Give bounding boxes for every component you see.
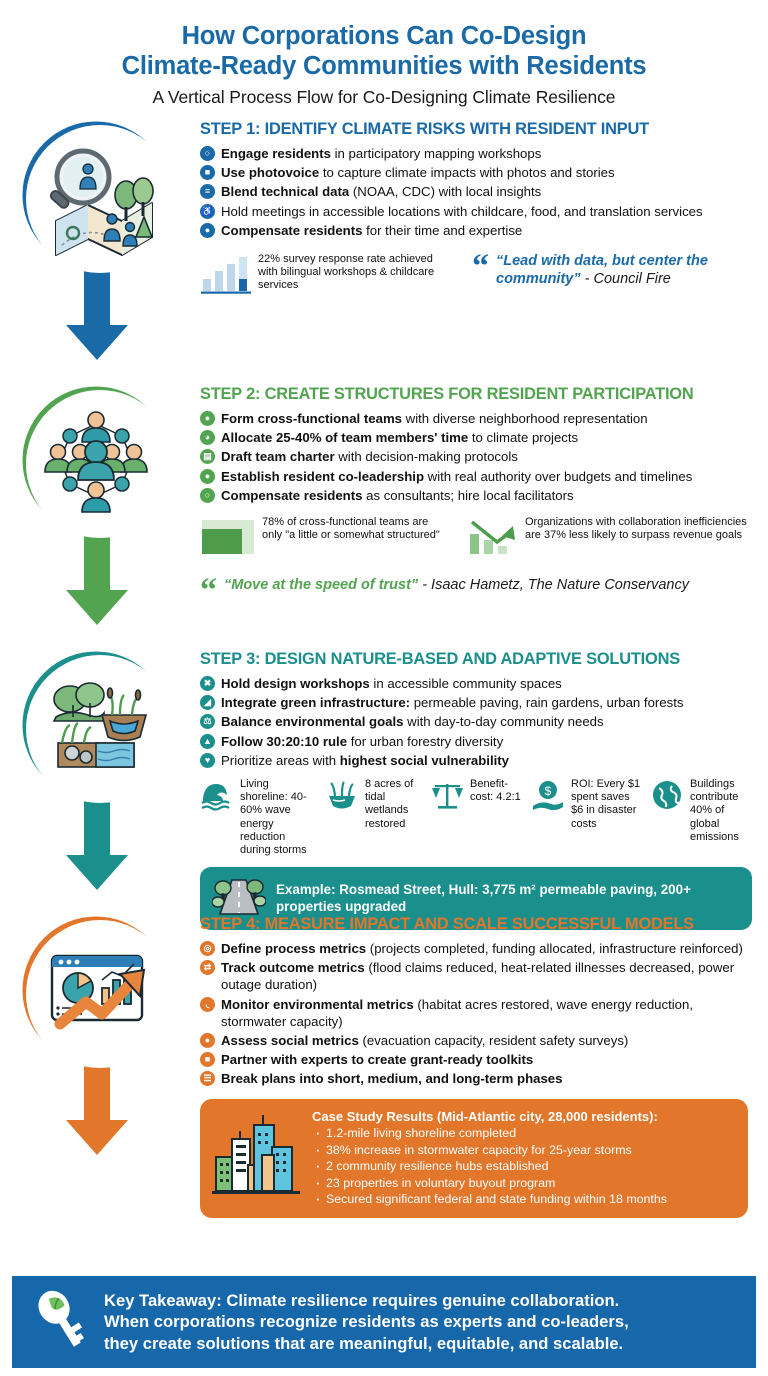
list-item: · 1.2-mile living shoreline completed	[326, 1125, 734, 1142]
bullet-bold: Partner with experts to create grant-ready toolkits	[221, 1052, 534, 1068]
step-2-quote	[200, 571, 752, 609]
key-takeaway-text	[104, 1290, 629, 1354]
bullet-bold: Engage residents	[221, 146, 331, 162]
stat-item	[200, 516, 445, 563]
title-line-1: How Corporations Can Co-Design	[181, 22, 587, 50]
scales-icon	[430, 778, 464, 817]
step-3-stats-row	[200, 778, 752, 857]
list-item	[200, 1070, 752, 1087]
list-item	[200, 429, 752, 446]
case-study-heading: Case Study Results (Mid-Atlantic city, 28,000 residents):	[312, 1109, 658, 1125]
bullet-text: (habitat acres restored, wave energy reduction, stormwater capacity)	[221, 996, 694, 1029]
bullet-text: in participatory mapping workshops	[330, 146, 542, 162]
bullet-bold: Hold design workshops	[221, 676, 370, 692]
step-4-circle-icon	[26, 920, 174, 1068]
stat-item	[325, 778, 421, 857]
step-4-title: STEP 4: MEASURE IMPACT AND SCALE SUCCESSFUL MODELS	[200, 915, 694, 934]
database-icon: ≡	[200, 184, 215, 199]
progress-block-icon	[200, 516, 256, 563]
step-1-title: STEP 1: IDENTIFY CLIMATE RISKS WITH RESIDENT INPUT	[200, 120, 649, 139]
list-item: · Secured significant federal and state funding within 18 months	[326, 1191, 734, 1208]
quote-mark-icon: “	[472, 247, 489, 285]
stat-text: Living shoreline: 40-60% wave energy reduction during storms	[240, 777, 307, 856]
stat-text: Organizations with collaboration inefficiencies are 37% less likely to surpass revenue goals	[525, 515, 747, 542]
list-item	[200, 1032, 752, 1049]
handshake-icon: ○	[200, 488, 215, 503]
list-item	[200, 448, 752, 465]
list-item	[200, 713, 752, 730]
bullet-text: with day-to-day community needs	[403, 714, 604, 730]
bullet-text: (projects completed, funding allocated, infrastructure reinforced)	[366, 941, 743, 957]
phases-icon: ☰	[200, 1071, 215, 1086]
stat-item	[531, 778, 641, 857]
bullet-text: to capture climate impacts with photos and stories	[319, 165, 615, 181]
step-2-circle-icon	[26, 390, 174, 538]
hand-dollar-icon	[531, 778, 565, 817]
list-item	[200, 468, 752, 485]
list-item	[200, 675, 752, 692]
takeaway-line-3: they create solutions that are meaningful, equitable, and scalable.	[104, 1333, 624, 1353]
bullet-bold: Form cross-functional teams	[221, 411, 402, 427]
case-study-list	[312, 1125, 734, 1208]
step-1-section	[0, 120, 768, 385]
tools-icon: ✖	[200, 676, 215, 691]
takeaway-line-1: Key Takeaway: Climate resilience requires genuine collaboration.	[104, 1291, 620, 1311]
step-4-section	[0, 915, 768, 1215]
globe-icon	[650, 778, 684, 817]
stat-text: 8 acres of tidal wetlands restored	[365, 777, 414, 830]
step-3-section	[0, 650, 768, 915]
callout-text: Example: Rosmead Street, Hull: 3,775 m² permeable paving, 200+ properties upgraded	[276, 881, 691, 914]
bullet-text: in accessible community spaces	[369, 676, 562, 692]
bullet-text: Hold meetings in accessible locations with childcare, food, and translation services	[221, 203, 703, 219]
stat-item	[200, 253, 450, 300]
stat-item	[650, 778, 752, 857]
person-badge-icon: ●	[200, 469, 215, 484]
people-group-icon: ●	[200, 411, 215, 426]
flow-icon: ⇄	[200, 960, 215, 975]
bullet-text: with diverse neighborhood representation	[402, 411, 648, 427]
list-item	[200, 940, 752, 957]
svg-text:$: $	[544, 783, 552, 798]
list-item	[200, 959, 752, 993]
accessibility-icon: ♿	[200, 204, 215, 219]
bullet-text: permeable paving, rain gardens, urban forests	[410, 695, 684, 711]
list-item	[200, 410, 752, 427]
list-item	[200, 487, 752, 504]
bullet-text: to climate projects	[468, 430, 579, 446]
tree-icon: ▲	[200, 734, 215, 749]
step-2-stats-row	[200, 516, 752, 563]
bullet-text: with decision-making protocols	[334, 449, 518, 465]
stat-item	[467, 516, 752, 563]
bullet-bold: Break plans into short, medium, and long-term phases	[221, 1071, 563, 1087]
step-2-rail	[0, 385, 200, 655]
bullet-bold: highest social vulnerability	[339, 752, 510, 768]
list-item	[200, 222, 752, 239]
step-1-body	[200, 120, 768, 300]
list-item	[200, 996, 752, 1030]
step-2-body	[200, 385, 768, 609]
step-1-bullet-list	[200, 145, 752, 239]
step-2-title: STEP 2: CREATE STRUCTURES FOR RESIDENT PARTICIPATION	[200, 385, 694, 404]
step-2-bullet-list	[200, 410, 752, 504]
step-1-rail	[0, 120, 200, 390]
bullet-bold: Integrate green infrastructure:	[221, 695, 411, 711]
stat-item	[430, 778, 522, 857]
magnifier-icon: ○	[200, 146, 215, 161]
bullet-text: (evacuation capacity, resident safety surveys)	[358, 1032, 629, 1048]
quote-text: “Lead with data, but center the community”	[496, 252, 708, 287]
key-leaf-icon	[34, 1287, 90, 1358]
page-title	[30, 22, 738, 81]
list-item: · 2 community resilience hubs established	[326, 1158, 734, 1175]
bullet-bold: Monitor environmental metrics	[221, 996, 414, 1012]
list-item	[200, 164, 752, 181]
list-item	[200, 203, 752, 220]
bullet-bold: Compensate residents	[221, 487, 363, 503]
list-item	[200, 694, 752, 711]
city-buildings-icon	[210, 1113, 302, 1204]
list-item: · 23 properties in voluntary buyout program	[326, 1175, 734, 1192]
key-takeaway-banner	[12, 1276, 756, 1368]
bullet-text: as consultants; hire local facilitators	[362, 487, 574, 503]
scale-icon: ⚖	[200, 714, 215, 729]
quote-text: “Move at the speed of trust”	[224, 576, 419, 593]
step-1-circle-icon	[26, 125, 174, 273]
quote-attribution: - Council Fire	[580, 270, 671, 287]
step-4-body	[200, 915, 768, 1218]
bullet-text: with real authority over budgets and timelines	[424, 468, 693, 484]
bullet-text: (flood claims reduced, heat-related illnesses decreased, power outage duration)	[221, 960, 735, 993]
title-line-2: Climate-Ready Communities with Residents	[121, 51, 647, 80]
stat-item	[200, 778, 316, 857]
step-3-rail	[0, 650, 200, 920]
bullet-text: Prioritize areas with	[221, 752, 340, 768]
people-icon: ●	[200, 1033, 215, 1048]
bullet-text: (NOAA, CDC) with local insights	[349, 184, 542, 200]
bullet-bold: Balance environmental goals	[221, 714, 404, 730]
declining-chart-icon	[467, 516, 519, 563]
leaf-icon: ◢	[200, 695, 215, 710]
step-1-quote	[472, 247, 752, 288]
list-item	[200, 145, 752, 162]
bar-chart-icon	[200, 253, 252, 300]
list-item	[200, 1051, 752, 1068]
list-item	[200, 733, 752, 750]
bullet-text: for their time and expertise	[362, 222, 523, 238]
step-4-bullet-list	[200, 940, 752, 1087]
step-2-section	[0, 385, 768, 650]
target-icon: ◎	[200, 941, 215, 956]
bullet-text: for urban forestry diversity	[347, 733, 504, 749]
list-item	[200, 183, 752, 200]
stat-text: 22% survey response rate achieved with bilingual workshops & childcare services	[258, 252, 435, 292]
toolkit-icon: ■	[200, 1052, 215, 1067]
leaf-monitor-icon: ◟	[200, 997, 215, 1012]
bullet-bold: Blend technical data	[221, 184, 350, 200]
step-3-body	[200, 650, 768, 930]
bullet-bold: Follow 30:20:10 rule	[221, 733, 348, 749]
step-3-circle-icon	[26, 655, 174, 803]
case-study-box	[200, 1099, 748, 1218]
step-3-bullet-list	[200, 675, 752, 769]
bullet-bold: Use photovoice	[221, 165, 320, 181]
clock-icon: ◕	[200, 430, 215, 445]
step-3-title: STEP 3: DESIGN NATURE-BASED AND ADAPTIVE SOLUTIONS	[200, 650, 680, 669]
bullet-bold: Allocate 25-40% of team members' time	[221, 430, 469, 446]
takeaway-line-2: When corporations recognize residents as experts and co-leaders,	[104, 1312, 629, 1332]
wave-icon	[200, 778, 234, 817]
page-subtitle: A Vertical Process Flow for Co-Designing Climate Resilience	[152, 87, 616, 108]
stat-text: ROI: Every $1 spent saves $6 in disaster costs	[571, 777, 641, 830]
bullet-bold: Draft team charter	[221, 449, 335, 465]
bullet-bold: Track outcome metrics	[221, 960, 365, 976]
bullet-bold: Compensate residents	[221, 222, 363, 238]
hand-coin-icon: ●	[200, 223, 215, 238]
quote-attribution: - Isaac Hametz, The Nature Conservancy	[418, 576, 689, 593]
bullet-bold: Assess social metrics	[221, 1032, 359, 1048]
bullet-bold: Define process metrics	[221, 941, 367, 957]
shield-heart-icon: ♥	[200, 753, 215, 768]
header	[0, 0, 768, 114]
quote-mark-icon: “	[200, 571, 217, 609]
stat-text: Benefit-cost: 4.2:1	[470, 777, 521, 804]
stat-text: Buildings contribute 40% of global emissions	[690, 777, 739, 843]
list-item	[200, 752, 752, 769]
document-icon: ▤	[200, 449, 215, 464]
step-4-rail	[0, 915, 200, 1220]
step-1-stats-row	[200, 247, 752, 300]
bullet-bold: Establish resident co-leadership	[221, 468, 425, 484]
stat-text: 78% of cross-functional teams are only "a little or somewhat structured"	[262, 515, 440, 542]
camera-icon: ■	[200, 165, 215, 180]
wetland-icon	[325, 778, 359, 817]
list-item: · 38% increase in stormwater capacity for 25-year storms	[326, 1142, 734, 1159]
